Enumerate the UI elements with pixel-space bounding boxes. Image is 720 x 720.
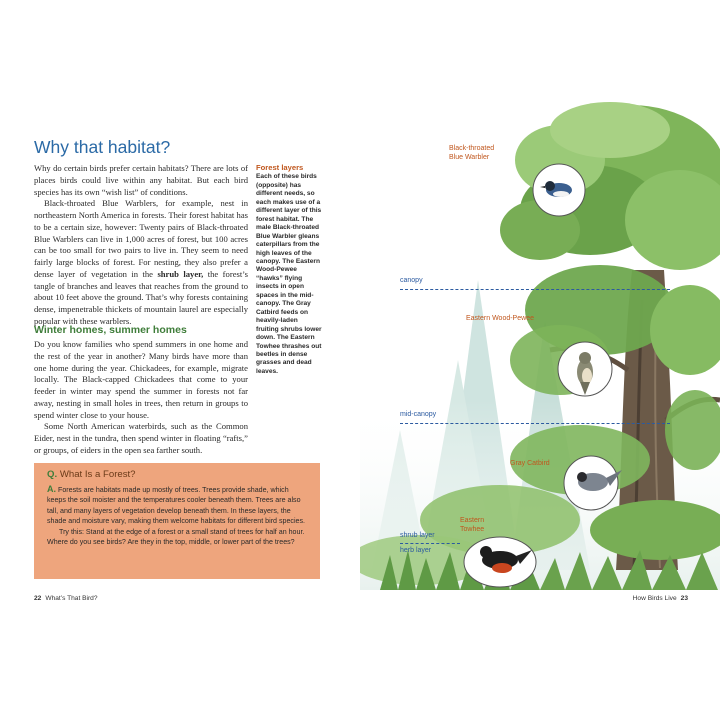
homes-paragraph: Do you know families who spend summers in one home and the rest of the year in another? Many birds have more than one home during the year. Chickadees, for example, migrate locally. The Black-capped Chickadees that come to your feeder in winter may spend the summer in forests not far away, nesting in small holes in trees, then return in groups to spend winter close to your house. — [34, 339, 248, 420]
subheading-winter-summer: Winter homes, summer homes — [34, 324, 187, 336]
folio-left: 22 What’s That Bird? — [34, 595, 98, 602]
warbler-medallion — [533, 164, 585, 216]
forest-drawing — [360, 100, 720, 592]
qa-try-this: Try this: Stand at the edge of a forest or a small stand of trees for half an hour. Where do you see birds? Are they in the top, middle, or lower part of the trees? — [47, 527, 305, 546]
layer-shrub: shrub layer — [400, 532, 435, 539]
shrub-line — [400, 543, 460, 544]
canopy-line — [400, 289, 670, 290]
label-pewee: Eastern Wood-Pewee — [466, 315, 534, 322]
forest-layers-sidebar — [256, 164, 322, 376]
warbler-paragraph: Black-throated Blue Warblers, for example, nest in northeastern North America in forests. Their forest habitat has to be a certain size, however: Twenty pairs of Black-throated Blue Warblers can live in 1,000 acres of forest, but 100 acres can be too small for two pairs to live in. They seem to need fairly large blocks of forest. For nesting, they also prefer a dense layer of vegetation in the shrub layer, the forest’s tangle of branches and leaves that reaches from the ground to about 10 feet above the ground. That’s why forests containing dense, impenetrable thickets of mountain laurel are especially popular with these warblers. — [34, 198, 248, 326]
towhee-medallion — [464, 537, 536, 587]
body-column-bottom — [34, 339, 248, 457]
qa-question: Q. What Is a Forest? — [47, 469, 136, 480]
layer-canopy: canopy — [400, 277, 423, 284]
layer-mid-canopy: mid-canopy — [400, 411, 437, 418]
sidebar-text: Each of these birds (opposite) has different needs, so each makes use of a different layer of this forest habitat. The male Black-throated Blue Warbler gleans caterpillars from the high leaves of the canopy. The Eastern Wood-Pewee “hawks” flying insects in open spaces in the mid-canopy. The Gray Catbird feeds on heavily-laden fruiting shrubs lower down. The Eastern Towhee thrashes out beetles in dense grasses and dead leaves. — [256, 173, 322, 375]
sidebar-title: Forest layers — [256, 163, 304, 172]
folio-right: How Birds Live 23 — [632, 595, 688, 602]
intro-paragraph: Why do certain birds prefer certain habitats? There are lots of places birds could live within any habitat. But each bird species has its own “wish list” of conditions. — [34, 163, 248, 197]
body-column-top — [34, 163, 248, 328]
shrub-layer-term: shrub layer, — [157, 268, 204, 279]
pewee-medallion — [558, 342, 612, 396]
qa-answer: A. Forests are habitats made up mostly of trees. Trees provide shade, which keeps the soil moister and the temperatures cooler beneath them. Trees are also tall, and many layers of vegetation develop beneath them. In these layers, the shade and moisture vary, making them welcome habitats for different bird species. — [47, 483, 305, 525]
eider-paragraph: Some North American waterbirds, such as the Common Eider, nest in the tundra, then spend winter in floating “rafts,” or groups, of eiders in the open sea farther south. — [34, 421, 248, 455]
mid-canopy-line — [400, 423, 670, 424]
label-warbler: Black-throated Blue Warbler — [449, 145, 495, 161]
label-towhee: Eastern Towhee — [460, 517, 485, 533]
forest-illustration — [360, 100, 720, 592]
label-catbird: Gray Catbird — [510, 460, 550, 467]
layer-herb: herb layer — [400, 547, 432, 554]
qa-box — [34, 463, 320, 579]
page-heading: Why that habitat? — [34, 137, 171, 157]
